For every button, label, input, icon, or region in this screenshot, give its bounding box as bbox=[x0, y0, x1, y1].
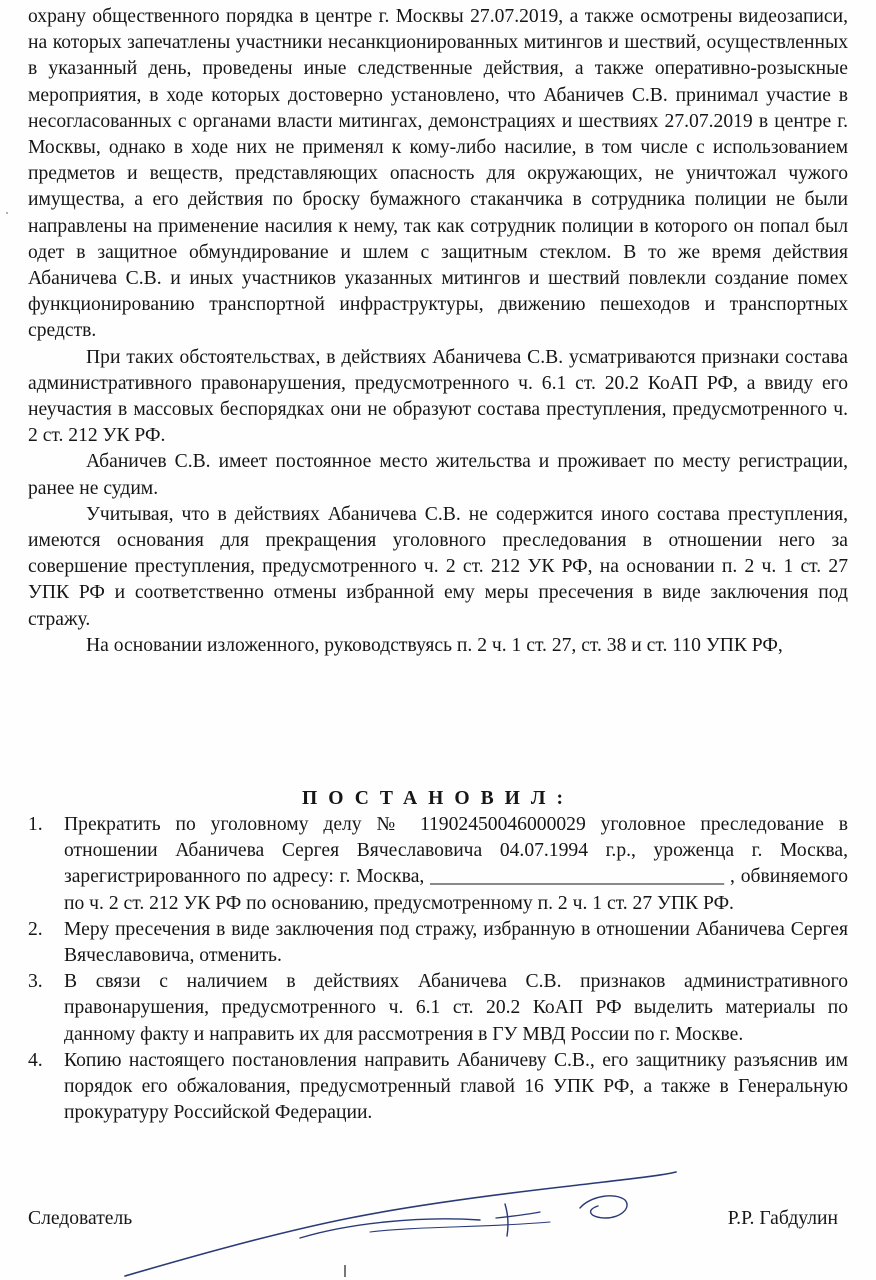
decision-item bbox=[28, 917, 848, 969]
decision-text: В связи с наличием в действиях Абаничева С.В. признаков административного правонарушения, предусмотренного ч. 6.1 ст. 20.2 КоАП РФ выделить материалы по данному факту и направить их для рассмотрения в ГУ МВД России по г. Москве. bbox=[64, 971, 848, 1045]
decision-text: Копию настоящего постановления направить Абаничеву С.В., его защитнику разъяснив им порядок его обжалования, предусмотренный главой 16 УПК РФ, а также в Генеральную прокуратуру Российской Федерации. bbox=[64, 1049, 848, 1124]
decision-text: Меру пресечения в виде заключения под стражу, избранную в отношении Абаничева Сергея Вячеславовича, отменить. bbox=[64, 918, 848, 967]
decision-number: 1. bbox=[28, 814, 43, 835]
paragraph-legal-basis: На основании изложенного, руководствуясь п. 2 ч. 1 ст. 27, ст. 38 и ст. 110 УПК РФ, bbox=[86, 634, 783, 656]
decision-number: 4. bbox=[28, 1049, 43, 1071]
signer-role: Следователь bbox=[28, 1208, 133, 1229]
decision-item bbox=[28, 969, 848, 1048]
decision-text: Прекратить по уголовному делу № 11902450046000029 уголовное преследование в отношении Абаничева Сергея Вячеславовича 04.07.1994 г.р., уроженца г. Москва, зарегистрированного по адресу: г. Москва, ______________________________ , обвиняемого по ч. 2 ст. 212 УК РФ по основанию, предусмотренному п. 2 ч. 1 ст. 27 УПК РФ. bbox=[64, 814, 848, 914]
decision-item bbox=[28, 1048, 848, 1127]
decision-list bbox=[28, 812, 848, 1126]
resolution-heading: ПОСТАНОВИЛ: bbox=[301, 788, 575, 809]
decision-item bbox=[28, 812, 848, 917]
paragraph-grounds: Учитывая, что в действиях Абаничева С.В. не содержится иного состава преступления, имеются основания для прекращения уголовного преследования в отношении него за совершение преступления, предусмотренного ч. 2 ст. 212 УК РФ, на основании п. 2 ч. 1 ст. 27 УПК РФ и соответственно отмены избранной ему меры пресечения в виде заключения под стражу. bbox=[28, 503, 848, 630]
decision-number: 2. bbox=[28, 918, 43, 940]
paragraph-circumstances: При таких обстоятельствах, в действиях Абаничева С.В. усматриваются признаки состава административного правонарушения, предусмотренного ч. 6.1 ст. 20.2 КоАП РФ, а ввиду его неучастия в массовых беспорядках они не образуют состава преступления, предусмотренного ч. 2 ст. 212 УК РФ. bbox=[28, 346, 848, 447]
document-body bbox=[28, 4, 848, 659]
signer-name: Р.Р. Габдулин bbox=[727, 1208, 838, 1229]
scan-mark bbox=[344, 1265, 346, 1277]
decision-number: 3. bbox=[28, 971, 43, 993]
paragraph-residence: Абаничев С.В. имеет постоянное место жительства и проживает по месту регистрации, ранее не судим. bbox=[28, 451, 848, 499]
handwritten-signature bbox=[120, 1168, 680, 1280]
scan-dot bbox=[6, 212, 8, 214]
paragraph-findings: охрану общественного порядка в центре г. Москвы 27.07.2019, а также осмотрены видеозаписи, на которых запечатлены участники несанкционированных митингов и шествий, осуществленных в указанный день, проведены иные следственные действия, а также оперативно-розыскные мероприятия, в ходе которых достоверно установлено, что Абаничев С.В. принимал участие в несогласованных с органами власти митингах, демонстрациях и шествиях 27.07.2019 в центре г. Москвы, однако в ходе них не применял к кому-либо насилие, в том числе с использованием предметов и веществ, представляющих опасность для окружающих, не уничтожал чужого имущества, а его действия по броску бумажного стаканчика в сотрудника полиции не были направлены на применение насилия к нему, так как сотрудник полиции в которого он попал был одет в защитное обмундирование и шлем с защитным стеклом. В то же время действия Абаничева С.В. и иных участников указанных митингов и шествий повлекли создание помех функционированию транспортной инфраструктуры, движению пешеходов и транспортных средств. bbox=[28, 6, 848, 342]
